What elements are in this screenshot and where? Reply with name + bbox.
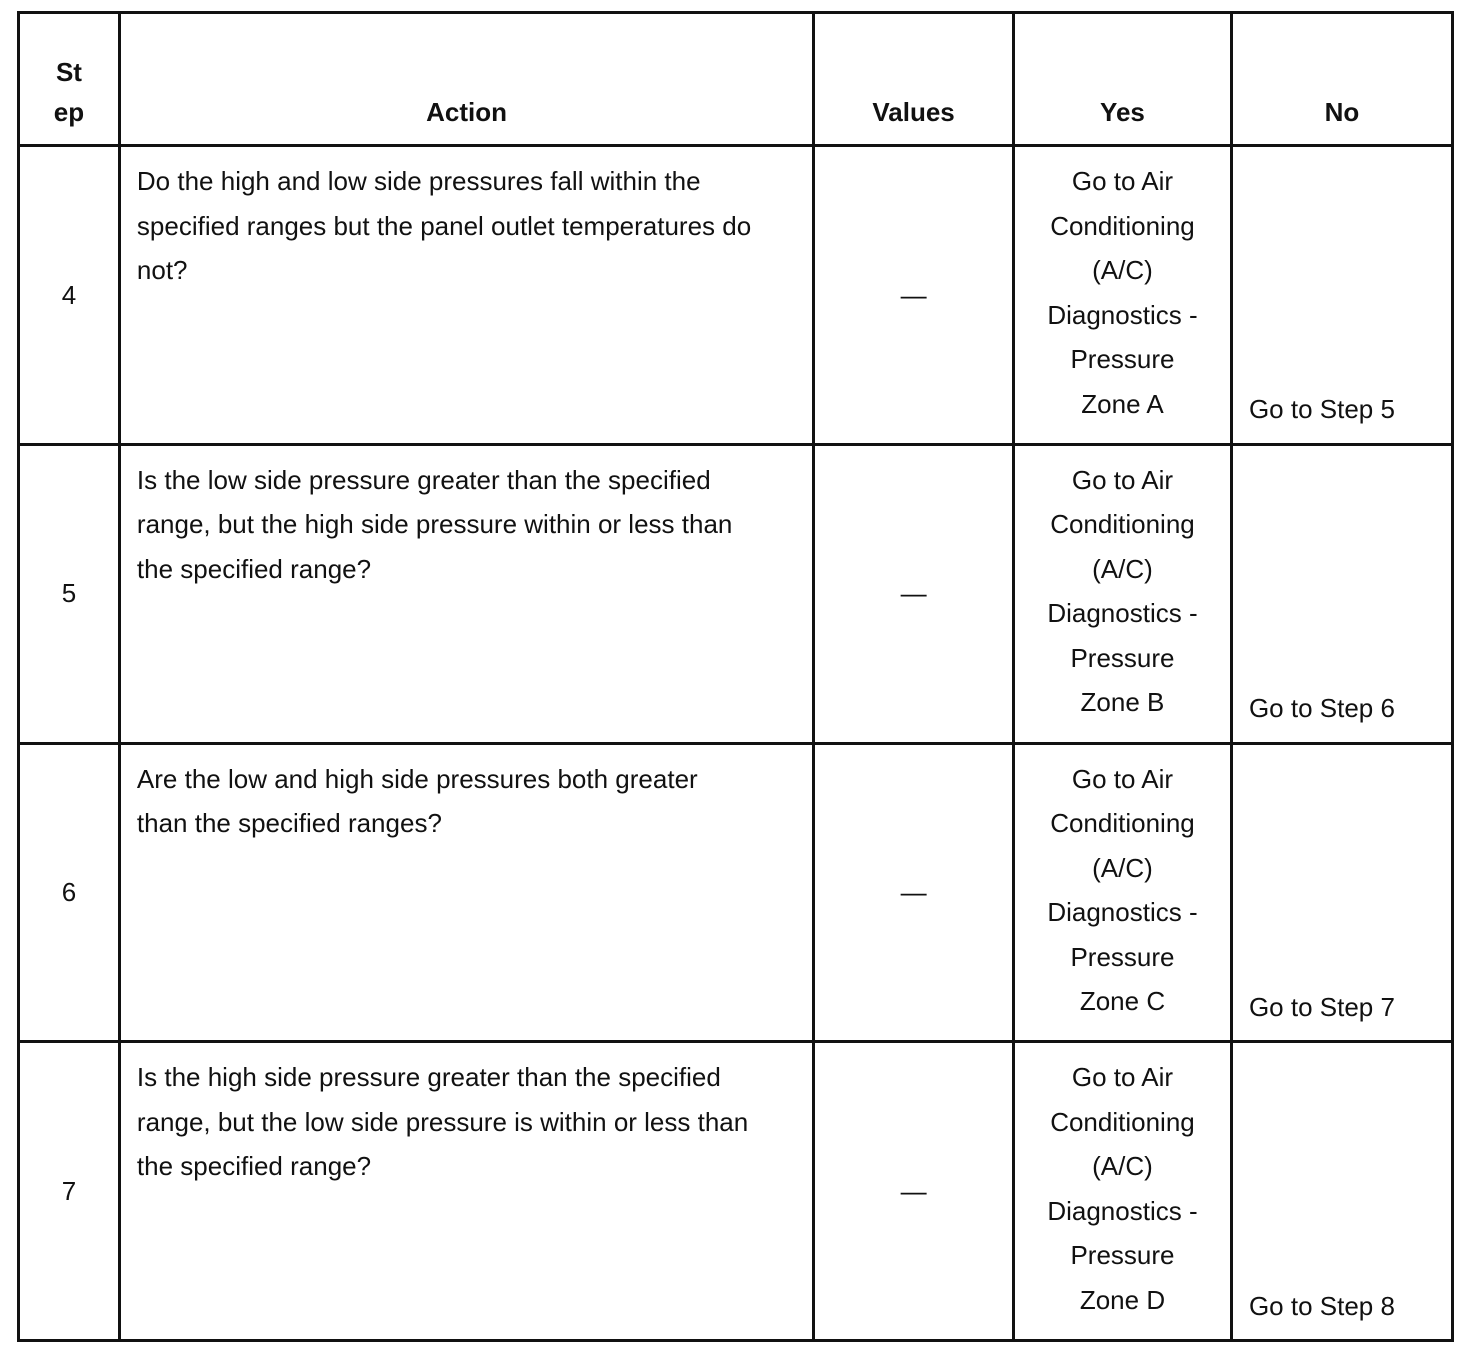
header-values: Values: [814, 13, 1014, 146]
diagnostic-table: [17, 11, 1454, 1342]
yes-line: Go to Air: [1071, 166, 1174, 196]
header-step-line2: ep: [53, 97, 85, 127]
yes-line: (A/C): [1092, 255, 1153, 285]
yes-cell: [1013, 444, 1231, 743]
step-cell: 7: [19, 1042, 120, 1341]
yes-line: Pressure: [1070, 344, 1175, 374]
yes-line: Go to Air: [1071, 1062, 1174, 1093]
yes-line: (A/C): [1092, 553, 1153, 584]
header-row: [19, 13, 1453, 146]
table-row: [19, 1042, 1453, 1341]
action-cell: Is the high side pressure greater than the specified range, but the low side pressure is within or less than the specified range?: [119, 1042, 813, 1341]
step-cell: 5: [19, 444, 120, 743]
no-cell: Go to Step 8: [1231, 1042, 1452, 1341]
header-yes: Yes: [1013, 13, 1231, 146]
yes-line: Zone B: [1080, 687, 1165, 718]
yes-cell: [1013, 146, 1231, 445]
values-cell: —: [814, 444, 1014, 743]
yes-line: Zone D: [1079, 1284, 1166, 1315]
action-cell: Are the low and high side pressures both greater than the specified ranges?: [119, 743, 813, 1042]
yes-cell: [1013, 743, 1231, 1042]
yes-line: Pressure: [1070, 941, 1175, 972]
header-step-line1: St: [55, 57, 82, 87]
yes-line: Diagnostics -: [1047, 598, 1198, 629]
step-cell: 4: [19, 146, 120, 445]
yes-line: Zone A: [1081, 388, 1164, 419]
no-cell: Go to Step 7: [1231, 743, 1452, 1042]
values-cell: —: [814, 1042, 1014, 1341]
yes-line: Diagnostics -: [1047, 1195, 1198, 1226]
yes-line: Go to Air: [1071, 464, 1174, 495]
action-cell: Is the low side pressure greater than the specified range, but the high side pressure within or less than the specified range?: [119, 444, 813, 743]
header-no: No: [1231, 13, 1452, 146]
table-row: [19, 146, 1453, 445]
yes-line: (A/C): [1092, 1151, 1153, 1182]
yes-line: Diagnostics -: [1047, 897, 1198, 927]
yes-line: Diagnostics -: [1047, 299, 1198, 330]
step-cell: 6: [19, 743, 120, 1042]
yes-line: Conditioning: [1050, 808, 1195, 838]
action-cell: Do the high and low side pressures fall within the specified ranges but the panel outlet temperatures do not?: [119, 146, 813, 445]
yes-line: Zone C: [1079, 986, 1166, 1016]
yes-line: Go to Air: [1071, 763, 1174, 794]
yes-line: Pressure: [1070, 642, 1175, 673]
yes-line: (A/C): [1092, 852, 1153, 883]
header-step: [19, 13, 120, 146]
yes-line: Conditioning: [1050, 1106, 1195, 1137]
table-row: [19, 444, 1453, 743]
values-cell: —: [814, 743, 1014, 1042]
yes-cell: [1013, 1042, 1231, 1341]
yes-line: Conditioning: [1050, 509, 1195, 540]
yes-line: Pressure: [1070, 1240, 1175, 1271]
no-cell: Go to Step 5: [1231, 146, 1452, 445]
values-cell: —: [814, 146, 1014, 445]
header-action: Action: [119, 13, 813, 146]
no-cell: Go to Step 6: [1231, 444, 1452, 743]
table-row: [19, 743, 1453, 1042]
yes-line: Conditioning: [1050, 210, 1195, 241]
